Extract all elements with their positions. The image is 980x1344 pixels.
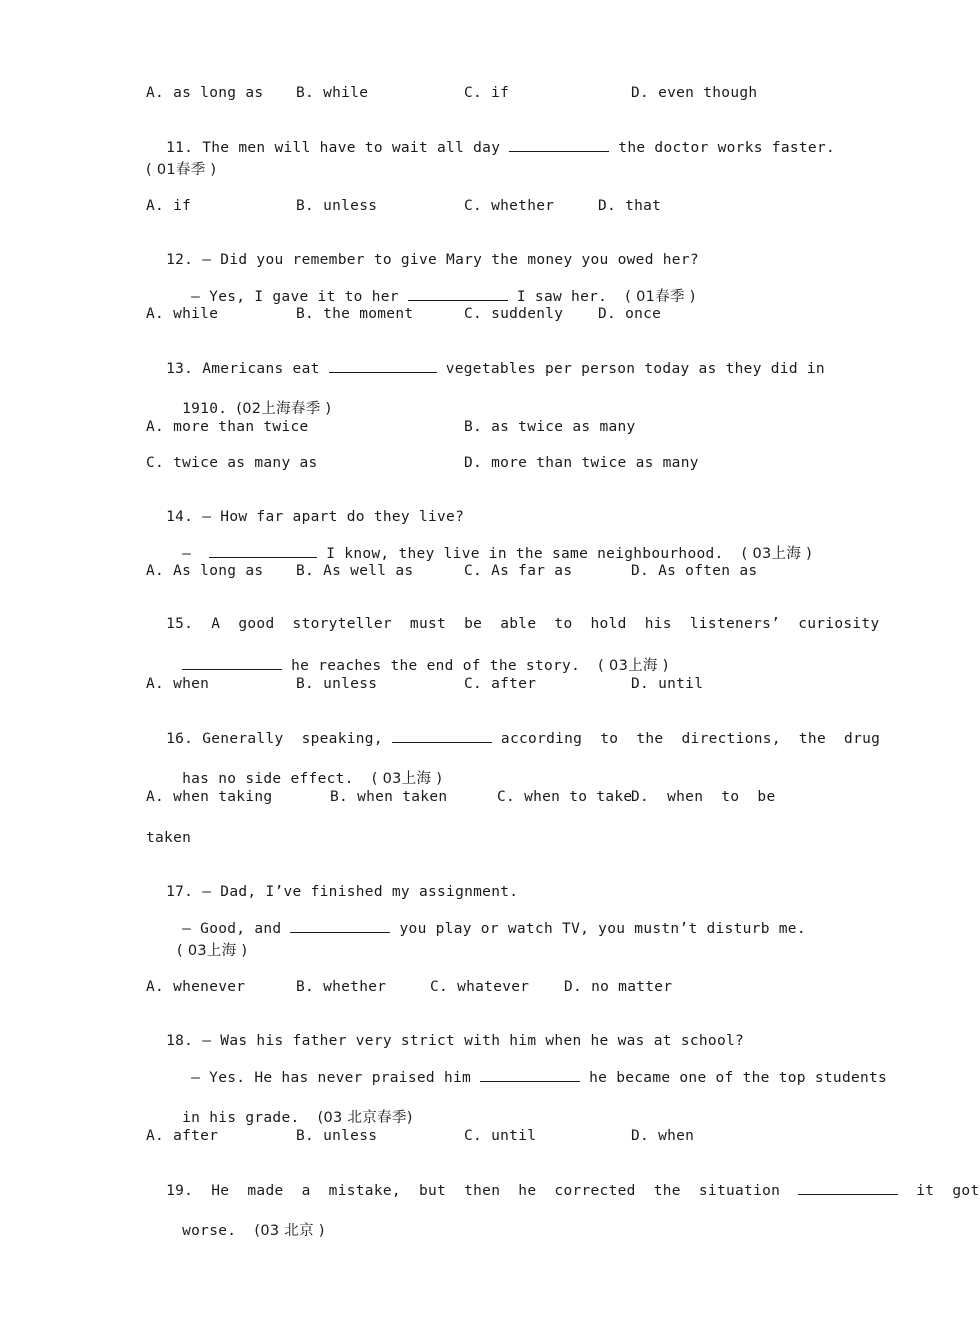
q12-number: 12.: [166, 252, 194, 268]
q19-line2: [146, 1204, 325, 1258]
q14-line1: — How far apart do they live?: [202, 509, 465, 525]
q10-option-d: D. even though: [631, 85, 758, 101]
q18-option-c: C. until: [464, 1128, 537, 1144]
q11-text-post: the doctor works faster.: [618, 140, 836, 156]
q11-option-b: B. unless: [296, 198, 378, 214]
q14-option-b: B. As well as: [296, 563, 414, 579]
q15-line2: [146, 638, 669, 693]
q16-option-d: D. when to be: [631, 789, 776, 805]
q13-source: (02上海春季 ): [236, 401, 332, 417]
q19-line2-text: worse.: [182, 1223, 237, 1239]
q19-text-pre: He made a mistake, but then he corrected the situation: [211, 1183, 781, 1199]
q16-number: 16.: [166, 731, 194, 747]
q12-option-b: B. the moment: [296, 306, 414, 322]
q16-option-d-wrap: taken: [146, 830, 192, 846]
q16-blank: [392, 729, 492, 743]
q17-blank: [290, 919, 390, 933]
q15-option-d: D. until: [631, 676, 704, 692]
q13-option-c: C. twice as many as: [146, 455, 318, 471]
q12-option-c: C. suddenly: [464, 306, 564, 322]
q16-line2-text: has no side effect.: [182, 771, 354, 787]
q16-text-post: according to the directions, the drug: [500, 731, 881, 747]
q17-option-d: D. no matter: [564, 979, 673, 995]
q18-source: (03 北京春季): [317, 1110, 413, 1126]
q14-source: ( 03上海 ): [741, 546, 813, 562]
q18-option-a: A. after: [146, 1128, 219, 1144]
q13-option-a: A. more than twice: [146, 419, 309, 435]
q13-text-pre: Americans eat: [202, 361, 320, 377]
q13-option-b: B. as twice as many: [464, 419, 636, 435]
q18-option-d: D. when: [631, 1128, 695, 1144]
q14-option-a: A. As long as: [146, 563, 264, 579]
q11-number: 11.: [166, 140, 194, 156]
q15-number: 15.: [166, 616, 194, 632]
q11-stem: [130, 120, 835, 175]
q19-number: 19.: [166, 1183, 194, 1199]
q11-option-c: C. whether: [464, 198, 555, 214]
q11-source: ( 01春季 ): [146, 162, 217, 178]
q17-option-a: A. whenever: [146, 979, 246, 995]
q16-option-c: C. when to take: [497, 789, 633, 805]
q12-line2-pre: — Yes, I gave it to her: [191, 289, 399, 305]
q18-line2-post: he became one of the top students: [589, 1070, 888, 1086]
q18-line2-pre: — Yes. He has never praised him: [191, 1070, 472, 1086]
q12-option-a: A. while: [146, 306, 219, 322]
q15-option-c: C. after: [464, 676, 537, 692]
q16-option-a: A. when taking: [146, 789, 273, 805]
q11-option-d: D. that: [598, 198, 662, 214]
q16-source: ( 03上海 ): [371, 771, 443, 787]
q18-number: 18.: [166, 1033, 194, 1049]
q12-line2-post: I saw her.: [516, 289, 608, 305]
q18-line1: — Was his father very strict with him when he was at school?: [202, 1033, 745, 1049]
q12-line1: — Did you remember to give Mary the money you owed her?: [202, 252, 699, 268]
q11-text-pre: The men will have to wait all day: [202, 140, 501, 156]
q12-source: ( 01春季 ): [625, 289, 696, 305]
q17-option-c: C. whatever: [430, 979, 530, 995]
q16-text-pre: Generally speaking,: [202, 731, 383, 747]
q13-number: 13.: [166, 361, 194, 377]
q14-option-d: D. As often as: [631, 563, 758, 579]
q16-option-b: B. when taken: [330, 789, 448, 805]
q10-option-b: B. while: [296, 85, 369, 101]
q13-option-d: D. more than twice as many: [464, 455, 699, 471]
q15-line2-post: he reaches the end of the story.: [291, 658, 581, 674]
q19-blank: [798, 1181, 898, 1195]
q14-blank: [209, 544, 317, 558]
q14-dash: —: [182, 546, 192, 562]
q11-option-a: A. if: [146, 198, 192, 214]
q15-option-a: A. when: [146, 676, 210, 692]
q15-option-b: B. unless: [296, 676, 378, 692]
q12-option-d: D. once: [598, 306, 662, 322]
q10-option-a: A. as long as: [146, 85, 264, 101]
q18-blank: [480, 1068, 580, 1082]
q10-option-c: C. if: [464, 85, 510, 101]
q13-text-post: vegetables per person today as they did in: [445, 361, 825, 377]
q17-line1: — Dad, I’ve finished my assignment.: [202, 884, 519, 900]
q17-number: 17.: [166, 884, 194, 900]
q19-source: (03 北京 ): [254, 1223, 325, 1239]
q18-line3-text: in his grade.: [182, 1110, 300, 1126]
q17-source: ( 03上海 ): [177, 943, 248, 959]
q17-line2-pre: — Good, and: [182, 921, 282, 937]
q14-line2-post: I know, they live in the same neighbourhood.: [326, 546, 724, 562]
q12-blank: [408, 287, 508, 301]
q15-line1: A good storyteller must be able to hold his listeners’ curiosity: [211, 616, 880, 632]
q13-blank: [329, 359, 437, 373]
q17-option-b: B. whether: [296, 979, 387, 995]
q14-number: 14.: [166, 509, 194, 525]
q15-blank: [182, 656, 282, 670]
q17-line2-post: you play or watch TV, you mustn’t disturb me.: [399, 921, 806, 937]
q13-year: 1910.: [182, 401, 228, 417]
q11-blank: [509, 138, 609, 152]
q19-text-post: it got: [916, 1183, 980, 1199]
q18-option-b: B. unless: [296, 1128, 378, 1144]
q15-source: ( 03上海 ): [598, 658, 669, 674]
q14-option-c: C. As far as: [464, 563, 573, 579]
